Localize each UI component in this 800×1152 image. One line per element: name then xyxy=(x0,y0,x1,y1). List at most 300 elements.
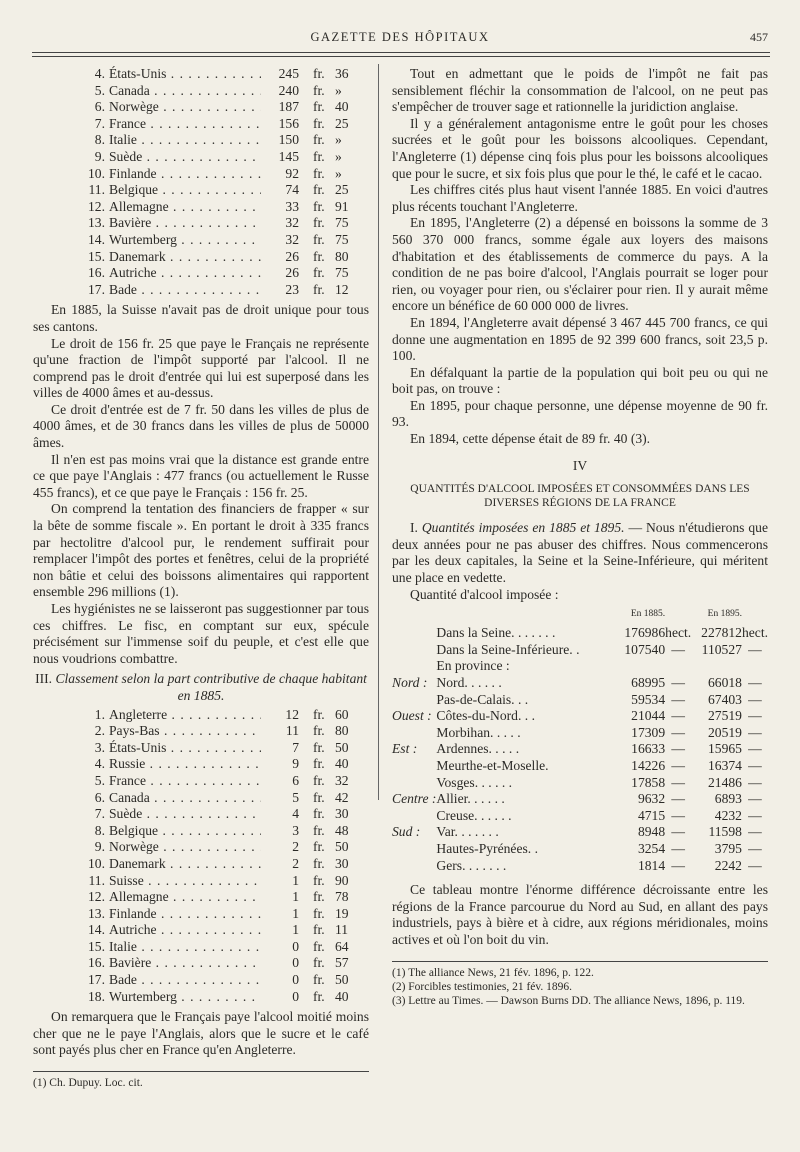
country-name: Bade . . . xyxy=(109,282,261,299)
paragraph: En 1894, l'Angleterre avait dépensé 3 467 445 700 francs, ce qui donne une augmentation en 1895 de 92 399 600 francs, soit 23,5 p. 100. xyxy=(392,314,768,364)
unit: fr. xyxy=(313,972,325,988)
unit-1895: — xyxy=(748,741,762,757)
unit-1885: — xyxy=(671,724,685,740)
unit: fr. xyxy=(313,198,325,214)
quantity-table xyxy=(392,603,768,874)
amount-francs: 0 xyxy=(292,938,299,954)
amount-centimes: » xyxy=(335,148,342,164)
place-name: Pas-de-Calais. . . xyxy=(436,691,529,707)
country-name: Belgique . . . xyxy=(109,182,261,199)
place-name: Ardennes. . . . . xyxy=(436,741,520,757)
section-number: III. xyxy=(35,671,53,687)
amount-centimes: 25 xyxy=(335,182,349,198)
paragraph xyxy=(392,520,768,586)
amount-francs: 156 xyxy=(278,115,299,131)
unit-1895: — xyxy=(748,757,762,773)
region-label xyxy=(392,758,436,775)
amount-francs: 4 xyxy=(292,806,299,822)
rank-number: 8. xyxy=(94,822,105,838)
unit: fr. xyxy=(313,99,325,115)
column-header-1885: En 1885. xyxy=(630,608,666,619)
unit: fr. xyxy=(313,938,325,954)
rank-number: 14. xyxy=(88,231,105,247)
region-label: Ouest : xyxy=(392,708,432,724)
table-row xyxy=(33,166,369,183)
country-name: Angleterre . . . xyxy=(109,707,261,724)
rank-number: 13. xyxy=(88,905,105,921)
unit: fr. xyxy=(313,922,325,938)
amount-francs: 187 xyxy=(278,99,299,115)
paragraph: On remarquera que le Français paye l'alcool moitié moins cher que ne le paye l'Anglais, alors que le sucre et le café sont payés plus cher en France qu'en Angleterre. xyxy=(33,1009,369,1058)
rank-number: 17. xyxy=(88,281,105,297)
table-row xyxy=(392,791,768,808)
table-row xyxy=(33,823,369,840)
amount-francs: 240 xyxy=(278,82,299,98)
country-name: Bade . . . xyxy=(109,972,261,989)
paragraph: Quantité d'alcool imposée : xyxy=(410,586,559,602)
country-name: Norwège . . . xyxy=(109,839,261,856)
table-row xyxy=(392,708,768,725)
amount-centimes: 64 xyxy=(335,938,349,954)
rank-number: 7. xyxy=(94,806,105,822)
region-label xyxy=(392,642,436,659)
rank-number: 5. xyxy=(94,772,105,788)
rank-number: 8. xyxy=(94,132,105,148)
unit-1895: — xyxy=(748,824,762,840)
unit: fr. xyxy=(313,265,325,281)
journal-title: GAZETTE DES HÔPITAUX xyxy=(310,30,490,44)
country-name: France . . . xyxy=(109,116,261,133)
amount-francs: 0 xyxy=(292,955,299,971)
unit: fr. xyxy=(313,772,325,788)
paragraph: En défalquant la partie de la population qui boit peu ou qui ne boit pas, on trouve : xyxy=(392,364,768,397)
right-column xyxy=(392,66,768,1008)
amount-centimes: 30 xyxy=(335,806,349,822)
amount-centimes: 12 xyxy=(335,281,349,297)
country-name: États-Unis . . . xyxy=(109,740,261,757)
table-row xyxy=(33,149,369,166)
unit: fr. xyxy=(313,839,325,855)
quantity-1895: 4232 xyxy=(714,807,742,823)
amount-centimes: 11 xyxy=(335,922,349,938)
unit-1895: — xyxy=(748,675,762,690)
amount-francs: 0 xyxy=(292,972,299,988)
table-row xyxy=(392,625,768,642)
rank-number: 15. xyxy=(88,938,105,954)
country-name: Wurtemberg . . . xyxy=(109,232,261,249)
unit-1885: — xyxy=(671,840,685,856)
table-row xyxy=(33,922,369,939)
table-row xyxy=(33,939,369,956)
unit-1885: — xyxy=(671,774,685,790)
place-name: Côtes-du-Nord. . . xyxy=(436,708,535,724)
table-row xyxy=(33,265,369,282)
rank-number: 13. xyxy=(88,215,105,231)
amount-francs: 3 xyxy=(292,822,299,838)
column-header-1895: En 1895. xyxy=(707,608,742,619)
amount-francs: 26 xyxy=(285,248,299,264)
quantity-1895: 15965 xyxy=(707,741,742,757)
amount-francs: 9 xyxy=(292,756,299,772)
quantity-1885: 68995 xyxy=(631,675,666,690)
table-header-row xyxy=(392,603,768,625)
paragraph: Les chiffres cités plus haut visent l'année 1885. En voici d'autres plus récents touchant l'Angleterre. xyxy=(392,182,768,214)
amount-centimes: 80 xyxy=(335,248,349,264)
table-row xyxy=(33,199,369,216)
quantity-1885: 21044 xyxy=(631,708,666,724)
table-row xyxy=(33,116,369,133)
region-label xyxy=(392,625,436,642)
rank-number: 4. xyxy=(94,756,105,772)
unit-1885 xyxy=(665,658,691,675)
paragraph: Les hygiénistes ne se laisseront pas suggestionner par tous ces chiffres. Le fisc, en comptant sur eux, spécule précisément sur l'immense soif du peuple, et c'est elle que nous voudrions combattre. xyxy=(33,601,369,666)
country-name: Wurtemberg . . . xyxy=(109,989,261,1006)
amount-francs: 11 xyxy=(285,723,299,739)
footnotes xyxy=(392,966,768,1008)
quantity-1895: 16374 xyxy=(707,757,742,773)
amount-francs: 1 xyxy=(292,872,299,888)
rank-number: 4. xyxy=(94,66,105,81)
table-row xyxy=(33,215,369,232)
table-row xyxy=(392,658,768,675)
table-row xyxy=(33,972,369,989)
quantity-1895: 67403 xyxy=(707,691,742,707)
unit: fr. xyxy=(313,132,325,148)
table-row xyxy=(33,906,369,923)
unit-1895: — xyxy=(748,691,762,707)
amount-centimes: 75 xyxy=(335,215,349,231)
place-name: Dans la Seine. . . . . . . xyxy=(436,625,556,641)
unit-1885: — xyxy=(671,741,685,757)
paragraph: Tout en admettant que le poids de l'impôt ne fait pas sensiblement fléchir la consommation de l'alcool, on ne peut pas s'empêcher de trouver sage et rationnelle la juridiction anglaise. xyxy=(392,66,768,115)
table-row xyxy=(33,839,369,856)
paragraph-number: I. xyxy=(410,520,418,536)
per-capita-table xyxy=(33,707,369,1006)
amount-francs: 2 xyxy=(292,839,299,855)
rank-number: 14. xyxy=(88,922,105,938)
amount-francs: 32 xyxy=(285,231,299,247)
unit: fr. xyxy=(313,988,325,1004)
country-name: Suède . . . xyxy=(109,806,261,823)
section-title: Classement selon la part contributive de chaque habitant en 1885. xyxy=(55,671,367,703)
rank-number: 1. xyxy=(94,706,105,722)
unit: fr. xyxy=(313,165,325,181)
country-name: États-Unis . . . xyxy=(109,66,261,83)
table-row xyxy=(33,232,369,249)
region-label: Nord : xyxy=(392,675,428,690)
country-name: Bavière . . . xyxy=(109,215,261,232)
place-name: Morbihan. . . . . xyxy=(436,724,521,740)
table-row xyxy=(33,756,369,773)
country-name: Italie . . . xyxy=(109,939,261,956)
country-name: Canada . . . xyxy=(109,83,261,100)
amount-centimes: 75 xyxy=(335,265,349,281)
unit-1895 xyxy=(742,658,768,675)
table-row xyxy=(33,182,369,199)
quantity-1895: 227812 xyxy=(701,625,742,641)
running-head xyxy=(0,30,800,50)
place-name: En province : xyxy=(436,658,510,674)
rank-number: 11. xyxy=(88,182,105,198)
rank-number: 18. xyxy=(88,988,105,1004)
place-name: Meurthe-et-Moselle. xyxy=(436,757,549,773)
paragraph: En 1894, cette dépense était de 89 fr. 40 (3). xyxy=(410,431,651,447)
unit-1895: — xyxy=(748,724,762,740)
footnote-rule xyxy=(33,1071,369,1072)
quantity-1895: 110527 xyxy=(701,641,742,657)
unit-1895: — xyxy=(748,857,762,873)
country-name: Suisse . . . xyxy=(109,873,261,890)
rank-number: 3. xyxy=(94,739,105,755)
rank-number: 2. xyxy=(94,723,105,739)
rank-number: 7. xyxy=(94,115,105,131)
unit: fr. xyxy=(313,248,325,264)
quantity-1885: 17858 xyxy=(631,774,666,790)
amount-francs: 26 xyxy=(285,265,299,281)
unit: fr. xyxy=(313,739,325,755)
paragraph-text: — Nous n'étudierons que deux années pour ne pas abuser des chiffres. Nous commencerons par les deux capitales, la Seine et la Seine-Inférieure, qui méritent une place en vedette. xyxy=(392,520,768,586)
quantity-1895: 66018 xyxy=(707,675,742,690)
footnote: (2) Forcibles testimonies, 21 fév. 1896. xyxy=(392,980,573,993)
region-label xyxy=(392,841,436,858)
amount-centimes: 90 xyxy=(335,872,349,888)
rank-number: 6. xyxy=(94,789,105,805)
country-name: Allemagne . . . xyxy=(109,199,261,216)
unit: fr. xyxy=(313,706,325,722)
unit-1885: — xyxy=(671,708,685,724)
unit-1885: — xyxy=(671,757,685,773)
amount-francs: 7 xyxy=(292,739,299,755)
unit: fr. xyxy=(313,756,325,772)
unit-1895: hect. xyxy=(741,625,768,641)
unit: fr. xyxy=(313,855,325,871)
quantity-1895: 2242 xyxy=(714,857,742,873)
unit: fr. xyxy=(313,231,325,247)
rank-number: 5. xyxy=(94,82,105,98)
region-label xyxy=(392,692,436,709)
amount-francs: 12 xyxy=(285,706,299,722)
table-row xyxy=(33,873,369,890)
amount-centimes: » xyxy=(335,132,342,148)
amount-centimes: 30 xyxy=(335,855,349,871)
quantity-1895: 6893 xyxy=(714,791,742,807)
paragraph: Ce tableau montre l'énorme différence décroissante entre les régions de la France parcourue du Nord au Sud, en allant des pays industriels, pays à bière et à cidre, aux régions méridionales, moins actives et où l'on boit du vin. xyxy=(392,882,768,947)
unit-1895: — xyxy=(748,840,762,856)
table-row xyxy=(33,955,369,972)
quantity-1885: 1814 xyxy=(637,857,666,873)
table-row xyxy=(33,707,369,724)
quantity-1885: 59534 xyxy=(631,691,666,707)
place-name: Creuse. . . . . . xyxy=(436,807,512,823)
quantity-1895: 20519 xyxy=(707,724,742,740)
quantity-1885: 176986 xyxy=(624,625,666,641)
country-name: Danemark . . . xyxy=(109,856,261,873)
amount-francs: 92 xyxy=(285,165,299,181)
region-label xyxy=(392,808,436,825)
header-rule xyxy=(32,52,770,53)
table-row xyxy=(392,808,768,825)
place-name: Vosges. . . . . . xyxy=(436,774,513,790)
place-name: Gers. . . . . . . xyxy=(436,857,507,873)
amount-centimes: 91 xyxy=(335,198,349,214)
unit: fr. xyxy=(313,955,325,971)
amount-centimes: 40 xyxy=(335,988,349,1004)
unit-1885: hect. xyxy=(665,625,692,641)
rank-number: 12. xyxy=(88,198,105,214)
country-name: Belgique . . . xyxy=(109,823,261,840)
quantity-1885: 14226 xyxy=(631,757,666,773)
rank-number: 12. xyxy=(88,889,105,905)
quantity-1885: 4715 xyxy=(637,807,666,823)
rank-number: 11. xyxy=(88,872,105,888)
region-label: Centre : xyxy=(392,791,437,807)
unit: fr. xyxy=(313,148,325,164)
table-row xyxy=(33,740,369,757)
country-name: Bavière . . . xyxy=(109,955,261,972)
table-row xyxy=(33,856,369,873)
paragraph: Ce droit d'entrée est de 7 fr. 50 dans les villes de plus de 4000 âmes, et de 30 francs dans les villes de plus de 50000 âmes. xyxy=(33,401,369,451)
unit: fr. xyxy=(313,182,325,198)
paragraph: Il y a généralement antagonisme entre le goût pour les choses sucrées et le goût pour les boissons alcooliques. Cependant, l'Angleterre (1) dépense cinq fois plus pour les boissons alcooliques que pour le sucre, et six fois plus que pour le thé, le café et le cacao. xyxy=(392,115,768,181)
quantity-1885: 107540 xyxy=(624,641,666,657)
amount-francs: 1 xyxy=(292,889,299,905)
country-name: Italie . . . xyxy=(109,132,261,149)
tax-rate-table xyxy=(33,66,369,298)
table-row xyxy=(392,858,768,875)
region-label: Sud : xyxy=(392,824,421,840)
country-name: Autriche . . . xyxy=(109,922,261,939)
amount-centimes: 19 xyxy=(335,905,349,921)
paragraph: Il n'en est pas moins vrai que la distance est grande entre ce que paye l'Anglais : 477 francs (ou actuellement le Russe 455 francs), et ce que paye le Français : 156 fr. 25. xyxy=(33,451,369,500)
unit-1895: — xyxy=(748,807,762,823)
amount-centimes: » xyxy=(335,82,342,98)
table-row xyxy=(392,692,768,709)
unit-1885: — xyxy=(671,857,685,873)
unit-1885: — xyxy=(671,791,685,807)
unit: fr. xyxy=(313,905,325,921)
unit: fr. xyxy=(313,889,325,905)
amount-francs: 6 xyxy=(292,772,299,788)
amount-francs: 1 xyxy=(292,922,299,938)
place-name: Hautes-Pyrénées. . xyxy=(436,840,538,856)
amount-francs: 245 xyxy=(278,66,299,81)
amount-centimes: 50 xyxy=(335,839,349,855)
unit-1885: — xyxy=(671,824,685,840)
quantity-1885: 3254 xyxy=(637,840,666,856)
paragraph-italic: Quantités imposées en 1885 et 1895. xyxy=(421,520,625,536)
amount-centimes: » xyxy=(335,165,342,181)
quantity-1885: 17309 xyxy=(631,724,666,740)
table-row xyxy=(392,758,768,775)
table-row xyxy=(392,775,768,792)
page-number: 457 xyxy=(750,30,768,44)
table-row xyxy=(33,889,369,906)
table-row xyxy=(33,249,369,266)
unit: fr. xyxy=(313,82,325,98)
amount-francs: 23 xyxy=(285,281,299,297)
quantity-1895: 3795 xyxy=(714,840,742,856)
place-name: Allier. . . . . . xyxy=(436,791,505,807)
unit: fr. xyxy=(313,115,325,131)
quantity-1895: 11598 xyxy=(708,824,742,840)
country-name: Pays-Bas . . . xyxy=(109,723,261,740)
unit-1885: — xyxy=(671,691,685,707)
left-column xyxy=(33,66,369,1090)
table-row xyxy=(392,824,768,841)
amount-centimes: 42 xyxy=(335,789,349,805)
amount-centimes: 50 xyxy=(335,739,349,755)
table-row xyxy=(392,741,768,758)
amount-centimes: 60 xyxy=(335,706,349,722)
amount-centimes: 25 xyxy=(335,115,349,131)
footnote: (1) Ch. Dupuy. Loc. cit. xyxy=(33,1077,143,1090)
quantity-1885 xyxy=(614,658,665,675)
table-row xyxy=(392,675,768,692)
country-name: Finlande . . . xyxy=(109,906,261,923)
unit: fr. xyxy=(313,872,325,888)
table-row xyxy=(33,790,369,807)
country-name: Danemark . . . xyxy=(109,249,261,266)
amount-centimes: 40 xyxy=(335,99,349,115)
header-rule-double xyxy=(32,56,770,57)
unit: fr. xyxy=(313,822,325,838)
rank-number: 6. xyxy=(94,99,105,115)
quantity-1895: 21486 xyxy=(707,774,742,790)
amount-francs: 0 xyxy=(292,988,299,1004)
unit: fr. xyxy=(313,806,325,822)
country-name: Finlande . . . xyxy=(109,166,261,183)
amount-centimes: 32 xyxy=(335,772,349,788)
amount-centimes: 78 xyxy=(335,889,349,905)
paragraph: En 1885, la Suisse n'avait pas de droit unique pour tous ses cantons. xyxy=(33,302,369,334)
section-heading xyxy=(33,671,369,704)
table-row xyxy=(33,282,369,299)
country-name: Allemagne . . . xyxy=(109,889,261,906)
quantity-1885: 16633 xyxy=(631,741,666,757)
amount-centimes: 50 xyxy=(335,972,349,988)
unit: fr. xyxy=(313,66,325,81)
rank-number: 16. xyxy=(88,265,105,281)
country-name: Autriche . . . xyxy=(109,265,261,282)
country-name: Russie . . . xyxy=(109,756,261,773)
unit-1885: — xyxy=(671,641,685,657)
country-name: Norwège . . . xyxy=(109,99,261,116)
footnote: (1) The alliance News, 21 fév. 1896, p. 122. xyxy=(392,966,594,979)
amount-francs: 145 xyxy=(278,148,299,164)
table-row xyxy=(33,99,369,116)
unit-1895: — xyxy=(748,791,762,807)
country-name: Suède . . . xyxy=(109,149,261,166)
amount-centimes: 80 xyxy=(335,723,349,739)
amount-francs: 33 xyxy=(285,198,299,214)
amount-centimes: 48 xyxy=(335,822,349,838)
amount-francs: 150 xyxy=(278,132,299,148)
unit-1895: — xyxy=(748,774,762,790)
region-label xyxy=(392,858,436,875)
amount-centimes: 36 xyxy=(335,66,349,81)
rank-number: 10. xyxy=(88,855,105,871)
unit: fr. xyxy=(313,789,325,805)
amount-francs: 5 xyxy=(292,789,299,805)
paragraph: Le droit de 156 fr. 25 que paye le Français ne représente qu'une fraction de l'impôt supporté par l'alcool. Il ne comprend pas le droit d'entrée qui lui est superposé dans les villes de 4000 âmes et au-dessus. xyxy=(33,335,369,401)
region-label xyxy=(392,725,436,742)
quantity-1895: 27519 xyxy=(707,708,742,724)
country-name: Canada . . . xyxy=(109,790,261,807)
region-label xyxy=(392,658,436,675)
table-row xyxy=(33,132,369,149)
table-row xyxy=(392,642,768,659)
amount-francs: 2 xyxy=(292,855,299,871)
